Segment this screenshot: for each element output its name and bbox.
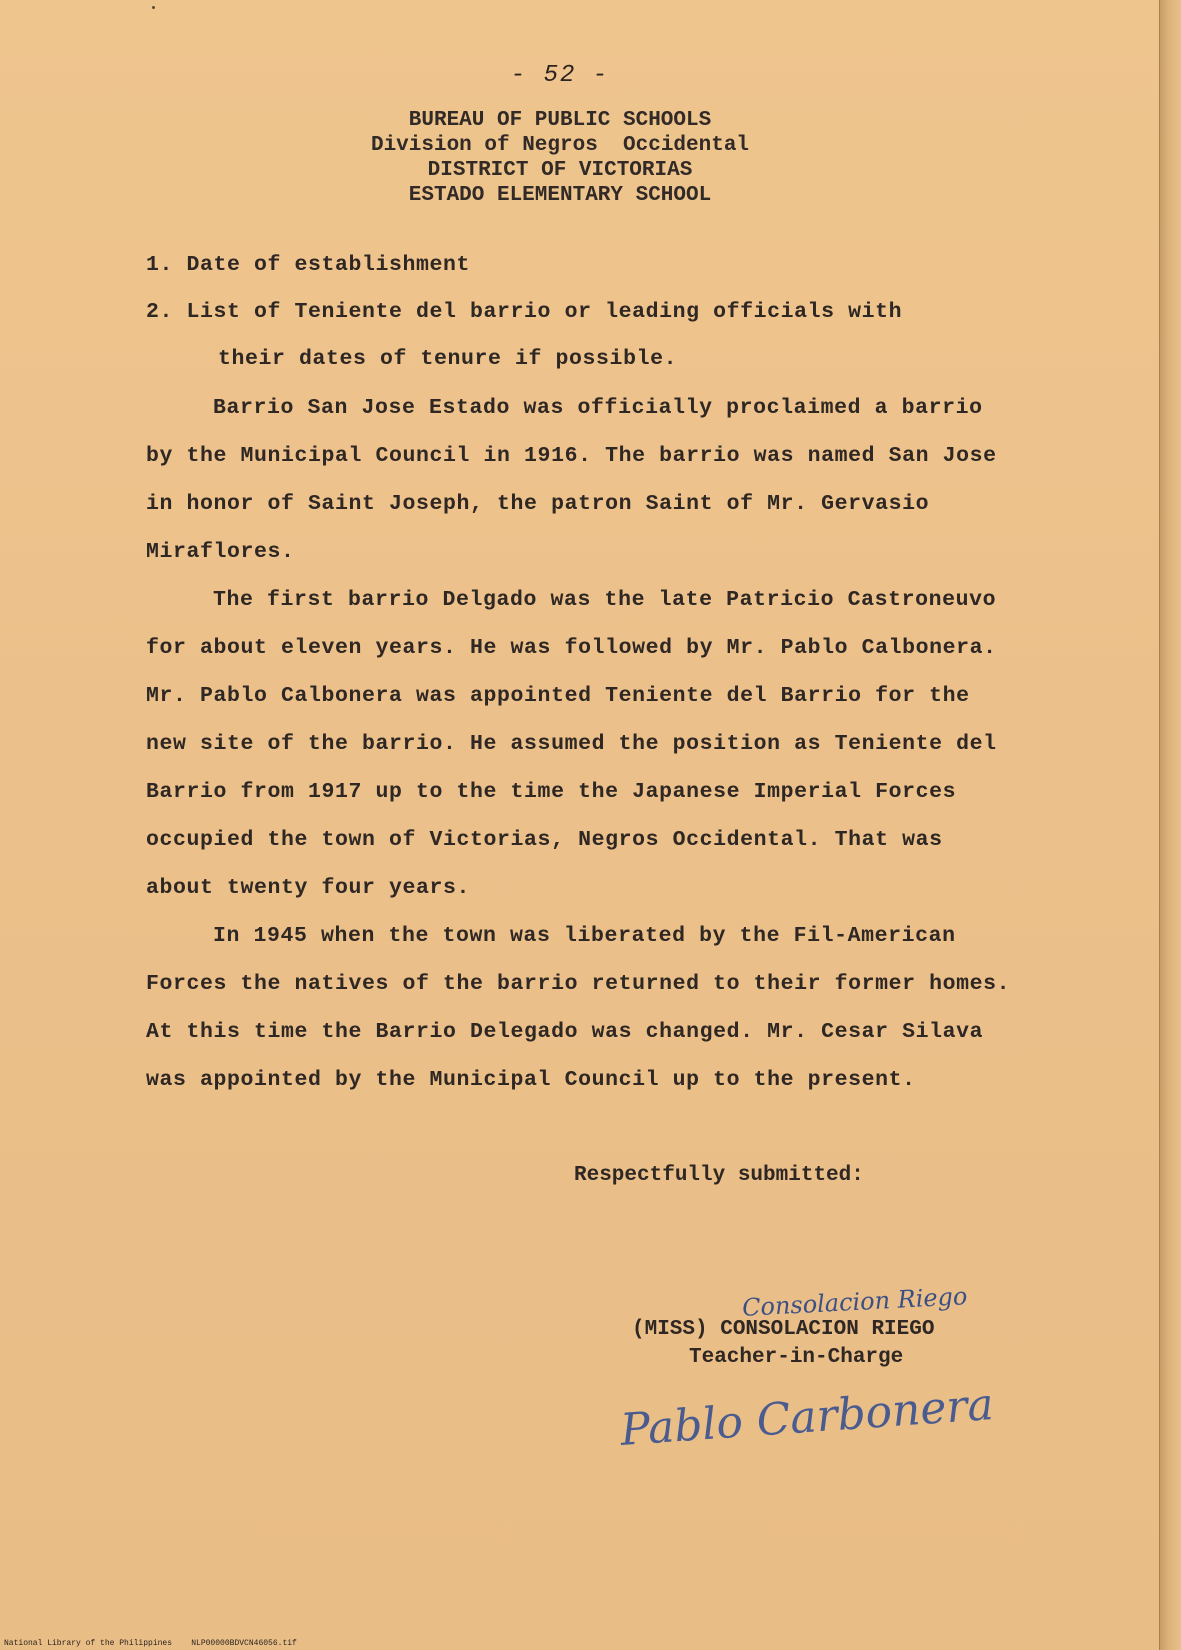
closing-text: Respectfully submitted:	[574, 1164, 864, 1187]
document-header	[0, 108, 1120, 208]
paragraph-3-line: At this time the Barrio Delegado was changed. Mr. Cesar Silava	[146, 1020, 984, 1044]
item-list-of-officials: 2. List of Teniente del barrio or leading officials with	[146, 300, 903, 324]
item-date-of-establishment: 1. Date of establishment	[146, 253, 471, 277]
header-division: Division of Negros Occidental	[370, 134, 750, 157]
paragraph-3-line: In 1945 when the town was liberated by the Fil-American	[213, 924, 956, 948]
paragraph-2-line: Mr. Pablo Calbonera was appointed Teniente del Barrio for the	[146, 684, 970, 708]
paragraph-3-line: Forces the natives of the barrio returned to their former homes.	[146, 972, 1011, 996]
page-number: - 52 -	[510, 62, 610, 89]
paragraph-3-line: was appointed by the Municipal Council up to the present.	[146, 1068, 916, 1092]
paragraph-2-line: new site of the barrio. He assumed the position as Teniente del	[146, 732, 997, 756]
handwritten-signature: Consolacion Riego	[741, 1282, 969, 1322]
paragraph-2-line: occupied the town of Victorias, Negros Occidental. That was	[146, 828, 943, 852]
second-handwritten-signature: Pablo Carbonera	[618, 1379, 996, 1456]
paragraph-1-line: Barrio San Jose Estado was officially proclaimed a barrio	[213, 396, 983, 420]
paragraph-1-line: in honor of Saint Joseph, the patron Saint of Mr. Gervasio	[146, 492, 930, 516]
paragraph-2-line: about twenty four years.	[146, 876, 471, 900]
header-bureau: BUREAU OF PUBLIC SCHOOLS	[408, 109, 712, 132]
page-edge	[1159, 0, 1181, 1650]
paragraph-2-line: for about eleven years. He was followed by Mr. Pablo Calbonera.	[146, 636, 997, 660]
paragraph-2-line: The first barrio Delgado was the late Patricio Castroneuvo	[213, 588, 997, 612]
paragraph-1-line: Miraflores.	[146, 540, 295, 564]
header-school: ESTADO ELEMENTARY SCHOOL	[408, 184, 712, 207]
speck-mark	[152, 6, 155, 9]
signatory-title: Teacher-in-Charge	[689, 1346, 904, 1369]
paragraph-1-line: by the Municipal Council in 1916. The barrio was named San Jose	[146, 444, 997, 468]
paragraph-2-line: Barrio from 1917 up to the time the Japanese Imperial Forces	[146, 780, 957, 804]
archive-footer: National Library of the Philippines NLP00000BDVCN46056.tif	[4, 1639, 297, 1648]
signatory-name: (MISS) CONSOLACION RIEGO	[632, 1318, 935, 1341]
header-district: DISTRICT OF VICTORIAS	[427, 159, 693, 182]
body-line: their dates of tenure if possible.	[218, 347, 678, 371]
